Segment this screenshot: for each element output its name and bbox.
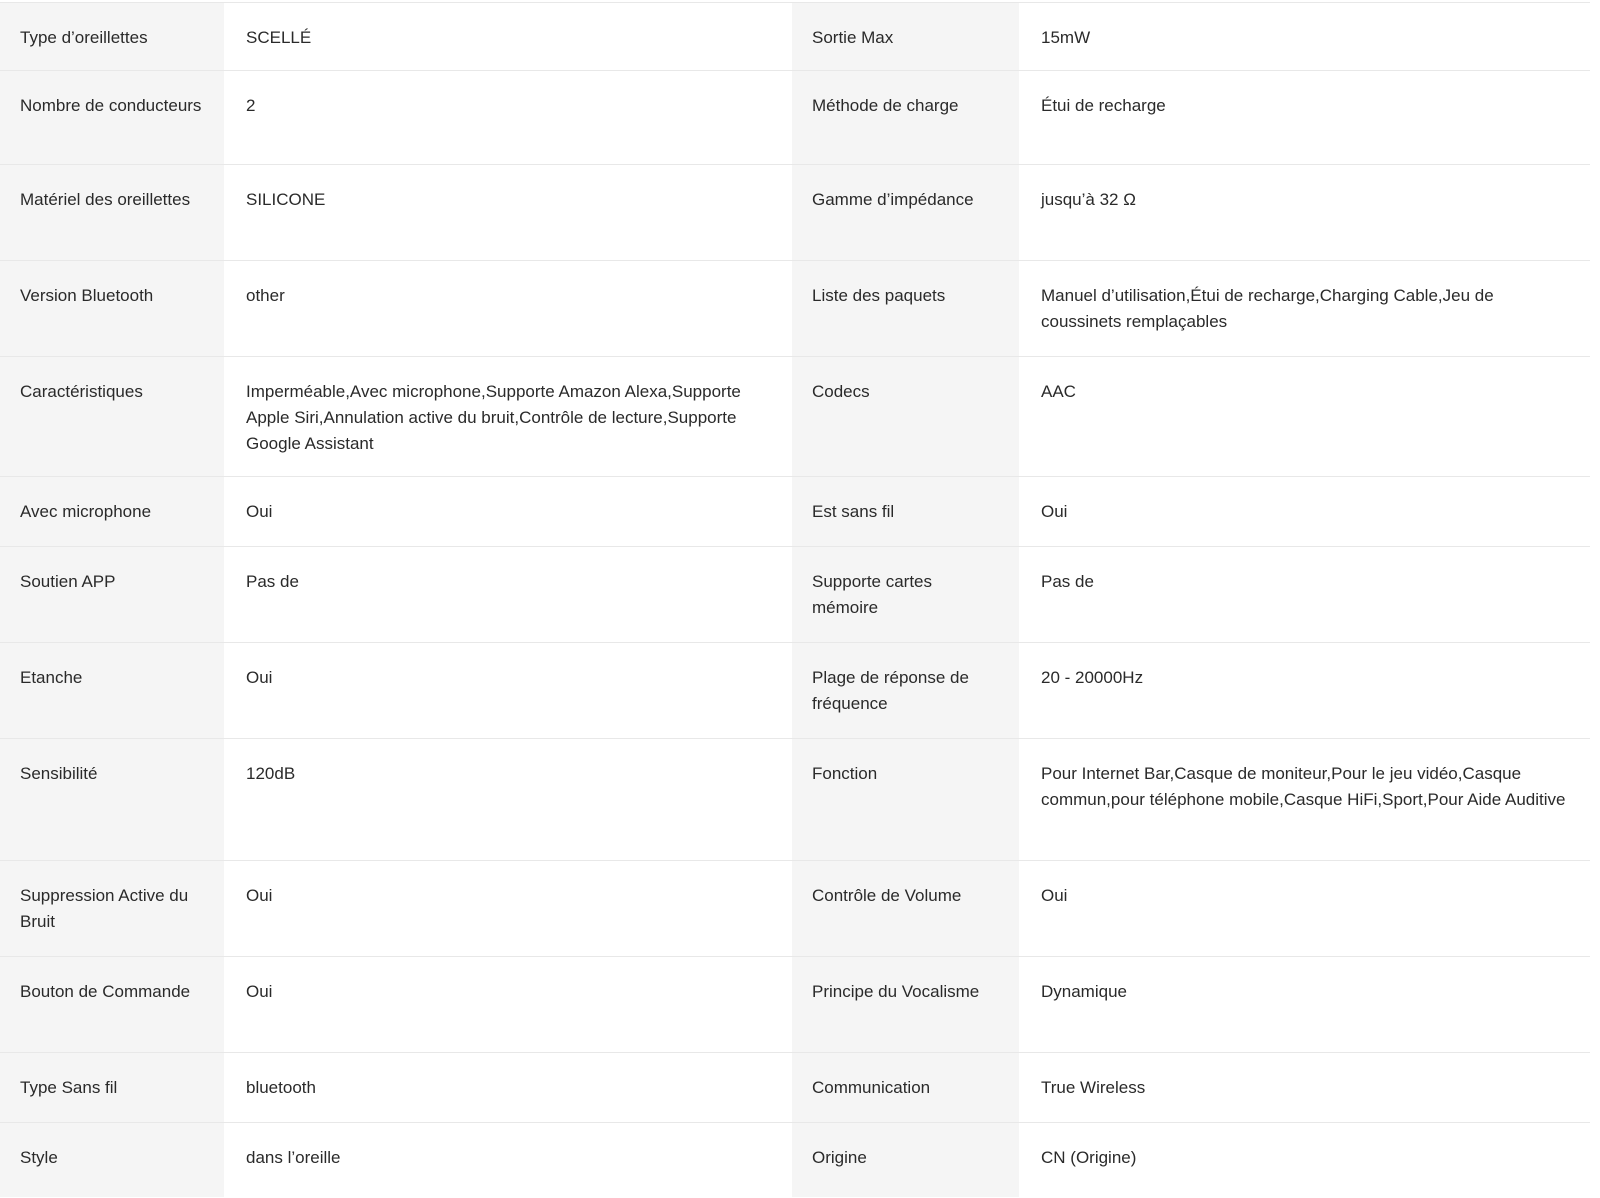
spec-label: Bouton de Commande xyxy=(0,957,224,1053)
spec-label: Principe du Vocalisme xyxy=(792,957,1019,1053)
spec-value: Oui xyxy=(224,957,792,1053)
spec-value: SILICONE xyxy=(224,165,792,261)
spec-value: Manuel d’utilisation,Étui de recharge,Charging Cable,Jeu de coussinets remplaçables xyxy=(1019,261,1590,357)
spec-label: Caractéristiques xyxy=(0,357,224,477)
table-row xyxy=(0,261,1590,357)
spec-value: jusqu’à 32 Ω xyxy=(1019,165,1590,261)
spec-label: Version Bluetooth xyxy=(0,261,224,357)
spec-value: Pas de xyxy=(1019,547,1590,643)
spec-label: Nombre de conducteurs xyxy=(0,71,224,165)
spec-value: True Wireless xyxy=(1019,1053,1590,1123)
spec-label: Est sans fil xyxy=(792,477,1019,547)
specifications-table xyxy=(0,2,1590,1197)
table-row xyxy=(0,71,1590,165)
spec-value: Oui xyxy=(224,643,792,739)
spec-value: CN (Origine) xyxy=(1019,1123,1590,1197)
spec-label: Contrôle de Volume xyxy=(792,861,1019,957)
spec-value: Oui xyxy=(224,861,792,957)
spec-label: Type Sans fil xyxy=(0,1053,224,1123)
spec-value: Oui xyxy=(224,477,792,547)
spec-label: Style xyxy=(0,1123,224,1197)
spec-label: Type d’oreillettes xyxy=(0,3,224,71)
table-row xyxy=(0,861,1590,957)
table-row xyxy=(0,1123,1590,1197)
spec-value: dans l’oreille xyxy=(224,1123,792,1197)
spec-label: Matériel des oreillettes xyxy=(0,165,224,261)
spec-value: Étui de recharge xyxy=(1019,71,1590,165)
spec-value: other xyxy=(224,261,792,357)
spec-value: Dynamique xyxy=(1019,957,1590,1053)
spec-value: Oui xyxy=(1019,477,1590,547)
spec-value: Oui xyxy=(1019,861,1590,957)
spec-value: AAC xyxy=(1019,357,1590,477)
table-row xyxy=(0,547,1590,643)
spec-value: Pour Internet Bar,Casque de moniteur,Pour le jeu vidéo,Casque commun,pour téléphone mobile,Casque HiFi,Sport,Pour Aide Auditive xyxy=(1019,739,1590,861)
spec-label: Origine xyxy=(792,1123,1019,1197)
spec-label: Plage de réponse de fréquence xyxy=(792,643,1019,739)
spec-label: Soutien APP xyxy=(0,547,224,643)
spec-label: Etanche xyxy=(0,643,224,739)
spec-label: Avec microphone xyxy=(0,477,224,547)
spec-label: Fonction xyxy=(792,739,1019,861)
table-row xyxy=(0,3,1590,71)
spec-label: Méthode de charge xyxy=(792,71,1019,165)
spec-label: Sensibilité xyxy=(0,739,224,861)
spec-value: bluetooth xyxy=(224,1053,792,1123)
table-row xyxy=(0,477,1590,547)
spec-label: Suppression Active du Bruit xyxy=(0,861,224,957)
table-row xyxy=(0,643,1590,739)
table-row xyxy=(0,957,1590,1053)
spec-label: Codecs xyxy=(792,357,1019,477)
spec-value: 120dB xyxy=(224,739,792,861)
spec-value: 15mW xyxy=(1019,3,1590,71)
spec-label: Supporte cartes mémoire xyxy=(792,547,1019,643)
spec-label: Gamme d’impédance xyxy=(792,165,1019,261)
table-row xyxy=(0,357,1590,477)
spec-label: Communication xyxy=(792,1053,1019,1123)
spec-label: Sortie Max xyxy=(792,3,1019,71)
spec-value: 2 xyxy=(224,71,792,165)
table-row xyxy=(0,165,1590,261)
table-row xyxy=(0,739,1590,861)
spec-value: SCELLÉ xyxy=(224,3,792,71)
table-row xyxy=(0,1053,1590,1123)
spec-label: Liste des paquets xyxy=(792,261,1019,357)
spec-value: 20 - 20000Hz xyxy=(1019,643,1590,739)
spec-value: Pas de xyxy=(224,547,792,643)
spec-value: Imperméable,Avec microphone,Supporte Amazon Alexa,Supporte Apple Siri,Annulation active du bruit,Contrôle de lecture,Supporte Google Assistant xyxy=(224,357,792,477)
